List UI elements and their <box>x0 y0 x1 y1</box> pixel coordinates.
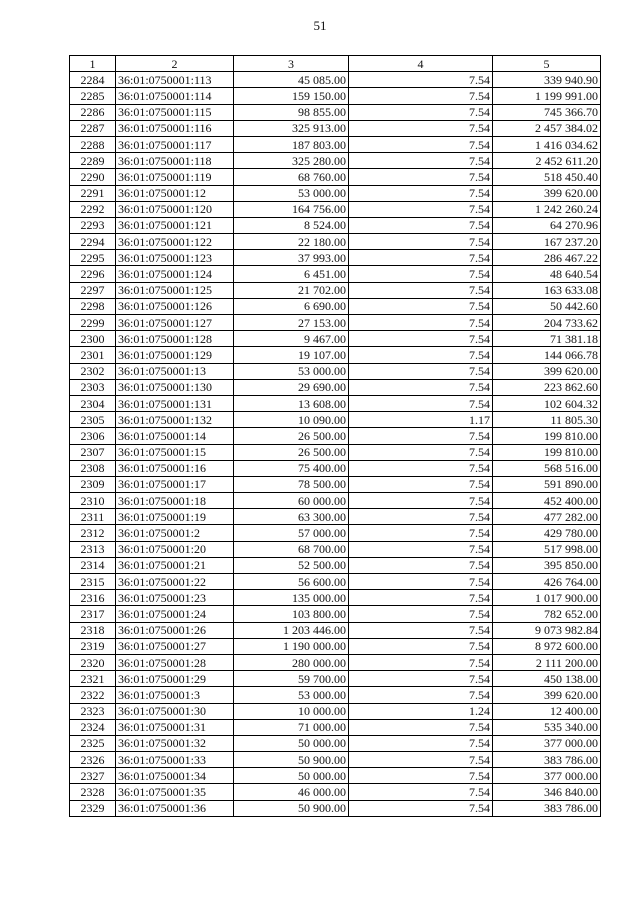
table-row <box>70 719 601 735</box>
rate-value: 7.54 <box>349 72 493 88</box>
row-number: 2293 <box>70 217 116 233</box>
area-value: 98 855.00 <box>234 104 349 120</box>
column-header-1: 1 <box>70 56 116 72</box>
amount-value: 1 416 034.62 <box>493 136 601 152</box>
rate-value: 7.54 <box>349 752 493 768</box>
row-number: 2311 <box>70 509 116 525</box>
area-value: 187 803.00 <box>234 136 349 152</box>
rate-value: 7.54 <box>349 525 493 541</box>
row-number: 2306 <box>70 428 116 444</box>
area-value: 37 993.00 <box>234 250 349 266</box>
table-row <box>70 169 601 185</box>
row-number: 2329 <box>70 800 116 816</box>
row-number: 2303 <box>70 379 116 395</box>
amount-value: 399 620.00 <box>493 687 601 703</box>
cadastral-number: 36:01:0750001:16 <box>116 460 234 476</box>
amount-value: 782 652.00 <box>493 606 601 622</box>
amount-value: 346 840.00 <box>493 784 601 800</box>
amount-value: 71 381.18 <box>493 331 601 347</box>
area-value: 325 913.00 <box>234 120 349 136</box>
row-number: 2290 <box>70 169 116 185</box>
amount-value: 452 400.00 <box>493 493 601 509</box>
area-value: 53 000.00 <box>234 185 349 201</box>
table-row <box>70 234 601 250</box>
table-row <box>70 509 601 525</box>
rate-value: 1.17 <box>349 412 493 428</box>
amount-value: 535 340.00 <box>493 719 601 735</box>
cadastral-number: 36:01:0750001:122 <box>116 234 234 250</box>
row-number: 2323 <box>70 703 116 719</box>
area-value: 53 000.00 <box>234 687 349 703</box>
table-row <box>70 557 601 573</box>
amount-value: 144 066.78 <box>493 347 601 363</box>
row-number: 2322 <box>70 687 116 703</box>
area-value: 68 700.00 <box>234 541 349 557</box>
rate-value: 7.54 <box>349 315 493 331</box>
row-number: 2326 <box>70 752 116 768</box>
rate-value: 7.54 <box>349 298 493 314</box>
table-row <box>70 201 601 217</box>
rate-value: 7.54 <box>349 169 493 185</box>
column-header-4: 4 <box>349 56 493 72</box>
area-value: 63 300.00 <box>234 509 349 525</box>
table-row <box>70 622 601 638</box>
area-value: 103 800.00 <box>234 606 349 622</box>
cadastral-number: 36:01:0750001:15 <box>116 444 234 460</box>
row-number: 2319 <box>70 638 116 654</box>
table-row <box>70 541 601 557</box>
table-row <box>70 217 601 233</box>
table-row <box>70 298 601 314</box>
rate-value: 7.54 <box>349 574 493 590</box>
area-value: 9 467.00 <box>234 331 349 347</box>
amount-value: 167 237.20 <box>493 234 601 250</box>
area-value: 52 500.00 <box>234 557 349 573</box>
area-value: 1 190 000.00 <box>234 638 349 654</box>
cadastral-number: 36:01:0750001:2 <box>116 525 234 541</box>
row-number: 2309 <box>70 476 116 492</box>
row-number: 2316 <box>70 590 116 606</box>
row-number: 2321 <box>70 671 116 687</box>
row-number: 2312 <box>70 525 116 541</box>
area-value: 280 000.00 <box>234 654 349 670</box>
rate-value: 7.54 <box>349 136 493 152</box>
amount-value: 518 450.40 <box>493 169 601 185</box>
rate-value: 7.54 <box>349 331 493 347</box>
rate-value: 7.54 <box>349 460 493 476</box>
area-value: 8 524.00 <box>234 217 349 233</box>
amount-value: 399 620.00 <box>493 185 601 201</box>
area-value: 53 000.00 <box>234 363 349 379</box>
area-value: 68 760.00 <box>234 169 349 185</box>
cadastral-number: 36:01:0750001:26 <box>116 622 234 638</box>
rate-value: 7.54 <box>349 217 493 233</box>
row-number: 2300 <box>70 331 116 347</box>
row-number: 2304 <box>70 395 116 411</box>
table-row <box>70 266 601 282</box>
table-row <box>70 768 601 784</box>
cadastral-number: 36:01:0750001:27 <box>116 638 234 654</box>
area-value: 29 690.00 <box>234 379 349 395</box>
table-body <box>70 72 601 817</box>
table-row <box>70 185 601 201</box>
amount-value: 377 000.00 <box>493 735 601 751</box>
cadastral-number: 36:01:0750001:131 <box>116 395 234 411</box>
cadastral-number: 36:01:0750001:119 <box>116 169 234 185</box>
cadastral-number: 36:01:0750001:127 <box>116 315 234 331</box>
cadastral-number: 36:01:0750001:36 <box>116 800 234 816</box>
amount-value: 199 810.00 <box>493 428 601 444</box>
cadastral-number: 36:01:0750001:128 <box>116 331 234 347</box>
row-number: 2296 <box>70 266 116 282</box>
table-row <box>70 153 601 169</box>
cadastral-number: 36:01:0750001:123 <box>116 250 234 266</box>
cadastral-number: 36:01:0750001:121 <box>116 217 234 233</box>
amount-value: 429 780.00 <box>493 525 601 541</box>
row-number: 2297 <box>70 282 116 298</box>
amount-value: 383 786.00 <box>493 752 601 768</box>
table-row <box>70 476 601 492</box>
cadastral-number: 36:01:0750001:116 <box>116 120 234 136</box>
cadastral-number: 36:01:0750001:35 <box>116 784 234 800</box>
cadastral-number: 36:01:0750001:117 <box>116 136 234 152</box>
amount-value: 204 733.62 <box>493 315 601 331</box>
amount-value: 11 805.30 <box>493 412 601 428</box>
amount-value: 339 940.90 <box>493 72 601 88</box>
row-number: 2318 <box>70 622 116 638</box>
rate-value: 7.54 <box>349 719 493 735</box>
amount-value: 568 516.00 <box>493 460 601 476</box>
rate-value: 7.54 <box>349 671 493 687</box>
area-value: 13 608.00 <box>234 395 349 411</box>
amount-value: 102 604.32 <box>493 395 601 411</box>
row-number: 2325 <box>70 735 116 751</box>
cadastral-number: 36:01:0750001:115 <box>116 104 234 120</box>
table-row <box>70 72 601 88</box>
cadastral-number: 36:01:0750001:130 <box>116 379 234 395</box>
rate-value: 7.54 <box>349 395 493 411</box>
amount-value: 9 073 982.84 <box>493 622 601 638</box>
area-value: 21 702.00 <box>234 282 349 298</box>
table-row <box>70 574 601 590</box>
row-number: 2295 <box>70 250 116 266</box>
cadastral-number: 36:01:0750001:12 <box>116 185 234 201</box>
amount-value: 591 890.00 <box>493 476 601 492</box>
table-row <box>70 784 601 800</box>
rate-value: 7.54 <box>349 379 493 395</box>
cadastral-number: 36:01:0750001:125 <box>116 282 234 298</box>
table-row <box>70 654 601 670</box>
area-value: 159 150.00 <box>234 88 349 104</box>
row-number: 2286 <box>70 104 116 120</box>
row-number: 2313 <box>70 541 116 557</box>
rate-value: 1.24 <box>349 703 493 719</box>
table-row <box>70 687 601 703</box>
cadastral-number: 36:01:0750001:24 <box>116 606 234 622</box>
rate-value: 7.54 <box>349 687 493 703</box>
cadastral-number: 36:01:0750001:124 <box>116 266 234 282</box>
table-row <box>70 282 601 298</box>
rate-value: 7.54 <box>349 428 493 444</box>
cadastral-number: 36:01:0750001:13 <box>116 363 234 379</box>
rate-value: 7.54 <box>349 201 493 217</box>
rate-value: 7.54 <box>349 88 493 104</box>
area-value: 6 451.00 <box>234 266 349 282</box>
amount-value: 2 111 200.00 <box>493 654 601 670</box>
cadastral-number: 36:01:0750001:32 <box>116 735 234 751</box>
rate-value: 7.54 <box>349 234 493 250</box>
table-row <box>70 735 601 751</box>
row-number: 2294 <box>70 234 116 250</box>
cadastral-number: 36:01:0750001:23 <box>116 590 234 606</box>
row-number: 2292 <box>70 201 116 217</box>
page-number: 51 <box>313 18 327 33</box>
rate-value: 7.54 <box>349 282 493 298</box>
row-number: 2284 <box>70 72 116 88</box>
column-header-2: 2 <box>116 56 234 72</box>
cadastral-number: 36:01:0750001:21 <box>116 557 234 573</box>
cadastral-number: 36:01:0750001:17 <box>116 476 234 492</box>
rate-value: 7.54 <box>349 606 493 622</box>
rate-value: 7.54 <box>349 104 493 120</box>
row-number: 2288 <box>70 136 116 152</box>
area-value: 164 756.00 <box>234 201 349 217</box>
cadastral-number: 36:01:0750001:3 <box>116 687 234 703</box>
area-value: 75 400.00 <box>234 460 349 476</box>
area-value: 19 107.00 <box>234 347 349 363</box>
area-value: 135 000.00 <box>234 590 349 606</box>
area-value: 57 000.00 <box>234 525 349 541</box>
table-row <box>70 347 601 363</box>
area-value: 56 600.00 <box>234 574 349 590</box>
cadastral-number: 36:01:0750001:14 <box>116 428 234 444</box>
table-row <box>70 363 601 379</box>
table-row <box>70 590 601 606</box>
area-value: 325 280.00 <box>234 153 349 169</box>
area-value: 10 090.00 <box>234 412 349 428</box>
rate-value: 7.54 <box>349 509 493 525</box>
rate-value: 7.54 <box>349 622 493 638</box>
table-row <box>70 315 601 331</box>
area-value: 50 900.00 <box>234 752 349 768</box>
table-row <box>70 703 601 719</box>
row-number: 2289 <box>70 153 116 169</box>
rate-value: 7.54 <box>349 493 493 509</box>
amount-value: 395 850.00 <box>493 557 601 573</box>
cadastral-number: 36:01:0750001:132 <box>116 412 234 428</box>
row-number: 2299 <box>70 315 116 331</box>
table-row <box>70 104 601 120</box>
row-number: 2298 <box>70 298 116 314</box>
amount-value: 1 199 991.00 <box>493 88 601 104</box>
cadastral-number: 36:01:0750001:30 <box>116 703 234 719</box>
row-number: 2305 <box>70 412 116 428</box>
row-number: 2324 <box>70 719 116 735</box>
area-value: 45 085.00 <box>234 72 349 88</box>
cadastral-number: 36:01:0750001:126 <box>116 298 234 314</box>
rate-value: 7.54 <box>349 638 493 654</box>
table-row <box>70 331 601 347</box>
cadastral-number: 36:01:0750001:29 <box>116 671 234 687</box>
amount-value: 517 998.00 <box>493 541 601 557</box>
rate-value: 7.54 <box>349 557 493 573</box>
row-number: 2320 <box>70 654 116 670</box>
row-number: 2315 <box>70 574 116 590</box>
column-header-3: 3 <box>234 56 349 72</box>
cadastral-number: 36:01:0750001:114 <box>116 88 234 104</box>
rate-value: 7.54 <box>349 250 493 266</box>
amount-value: 399 620.00 <box>493 363 601 379</box>
table-row <box>70 460 601 476</box>
table-row <box>70 379 601 395</box>
cadastral-number: 36:01:0750001:28 <box>116 654 234 670</box>
rate-value: 7.54 <box>349 347 493 363</box>
cadastral-number: 36:01:0750001:18 <box>116 493 234 509</box>
table-row <box>70 412 601 428</box>
cadastral-number: 36:01:0750001:120 <box>116 201 234 217</box>
amount-value: 163 633.08 <box>493 282 601 298</box>
amount-value: 383 786.00 <box>493 800 601 816</box>
row-number: 2291 <box>70 185 116 201</box>
row-number: 2302 <box>70 363 116 379</box>
amount-value: 426 764.00 <box>493 574 601 590</box>
table-row <box>70 428 601 444</box>
table-row <box>70 395 601 411</box>
cadastral-number: 36:01:0750001:34 <box>116 768 234 784</box>
area-value: 60 000.00 <box>234 493 349 509</box>
row-number: 2327 <box>70 768 116 784</box>
area-value: 22 180.00 <box>234 234 349 250</box>
amount-value: 377 000.00 <box>493 768 601 784</box>
rate-value: 7.54 <box>349 476 493 492</box>
rate-value: 7.54 <box>349 266 493 282</box>
cadastral-number: 36:01:0750001:33 <box>116 752 234 768</box>
table-row <box>70 444 601 460</box>
table-row <box>70 800 601 816</box>
column-header-5: 5 <box>493 56 601 72</box>
rate-value: 7.54 <box>349 363 493 379</box>
rate-value: 7.54 <box>349 541 493 557</box>
row-number: 2287 <box>70 120 116 136</box>
row-number: 2308 <box>70 460 116 476</box>
amount-value: 2 452 611.20 <box>493 153 601 169</box>
rate-value: 7.54 <box>349 444 493 460</box>
rate-value: 7.54 <box>349 185 493 201</box>
cadastral-number: 36:01:0750001:113 <box>116 72 234 88</box>
table-row <box>70 671 601 687</box>
rate-value: 7.54 <box>349 590 493 606</box>
area-value: 1 203 446.00 <box>234 622 349 638</box>
row-number: 2307 <box>70 444 116 460</box>
header-row <box>70 56 601 72</box>
area-value: 78 500.00 <box>234 476 349 492</box>
rate-value: 7.54 <box>349 654 493 670</box>
amount-value: 199 810.00 <box>493 444 601 460</box>
amount-value: 48 640.54 <box>493 266 601 282</box>
amount-value: 286 467.22 <box>493 250 601 266</box>
cadastral-number: 36:01:0750001:31 <box>116 719 234 735</box>
amount-value: 477 282.00 <box>493 509 601 525</box>
amount-value: 1 242 260.24 <box>493 201 601 217</box>
table-row <box>70 638 601 654</box>
table-row <box>70 136 601 152</box>
table-row <box>70 120 601 136</box>
amount-value: 8 972 600.00 <box>493 638 601 654</box>
table-row <box>70 88 601 104</box>
cadastral-number: 36:01:0750001:19 <box>116 509 234 525</box>
cadastral-number: 36:01:0750001:22 <box>116 574 234 590</box>
area-value: 46 000.00 <box>234 784 349 800</box>
area-value: 27 153.00 <box>234 315 349 331</box>
row-number: 2310 <box>70 493 116 509</box>
row-number: 2314 <box>70 557 116 573</box>
row-number: 2317 <box>70 606 116 622</box>
amount-value: 1 017 900.00 <box>493 590 601 606</box>
table-row <box>70 525 601 541</box>
cadastral-number: 36:01:0750001:118 <box>116 153 234 169</box>
row-number: 2301 <box>70 347 116 363</box>
amount-value: 450 138.00 <box>493 671 601 687</box>
cadastral-number: 36:01:0750001:20 <box>116 541 234 557</box>
area-value: 50 000.00 <box>234 735 349 751</box>
area-value: 50 900.00 <box>234 800 349 816</box>
amount-value: 12 400.00 <box>493 703 601 719</box>
area-value: 50 000.00 <box>234 768 349 784</box>
amount-value: 2 457 384.02 <box>493 120 601 136</box>
amount-value: 50 442.60 <box>493 298 601 314</box>
rate-value: 7.54 <box>349 768 493 784</box>
area-value: 26 500.00 <box>234 444 349 460</box>
data-table <box>69 55 601 817</box>
area-value: 10 000.00 <box>234 703 349 719</box>
rate-value: 7.54 <box>349 784 493 800</box>
row-number: 2285 <box>70 88 116 104</box>
area-value: 71 000.00 <box>234 719 349 735</box>
amount-value: 64 270.96 <box>493 217 601 233</box>
rate-value: 7.54 <box>349 120 493 136</box>
rate-value: 7.54 <box>349 153 493 169</box>
row-number: 2328 <box>70 784 116 800</box>
area-value: 26 500.00 <box>234 428 349 444</box>
amount-value: 745 366.70 <box>493 104 601 120</box>
rate-value: 7.54 <box>349 735 493 751</box>
area-value: 59 700.00 <box>234 671 349 687</box>
table-row <box>70 493 601 509</box>
cadastral-number: 36:01:0750001:129 <box>116 347 234 363</box>
table-row <box>70 606 601 622</box>
rate-value: 7.54 <box>349 800 493 816</box>
area-value: 6 690.00 <box>234 298 349 314</box>
table-row <box>70 752 601 768</box>
table-row <box>70 250 601 266</box>
amount-value: 223 862.60 <box>493 379 601 395</box>
